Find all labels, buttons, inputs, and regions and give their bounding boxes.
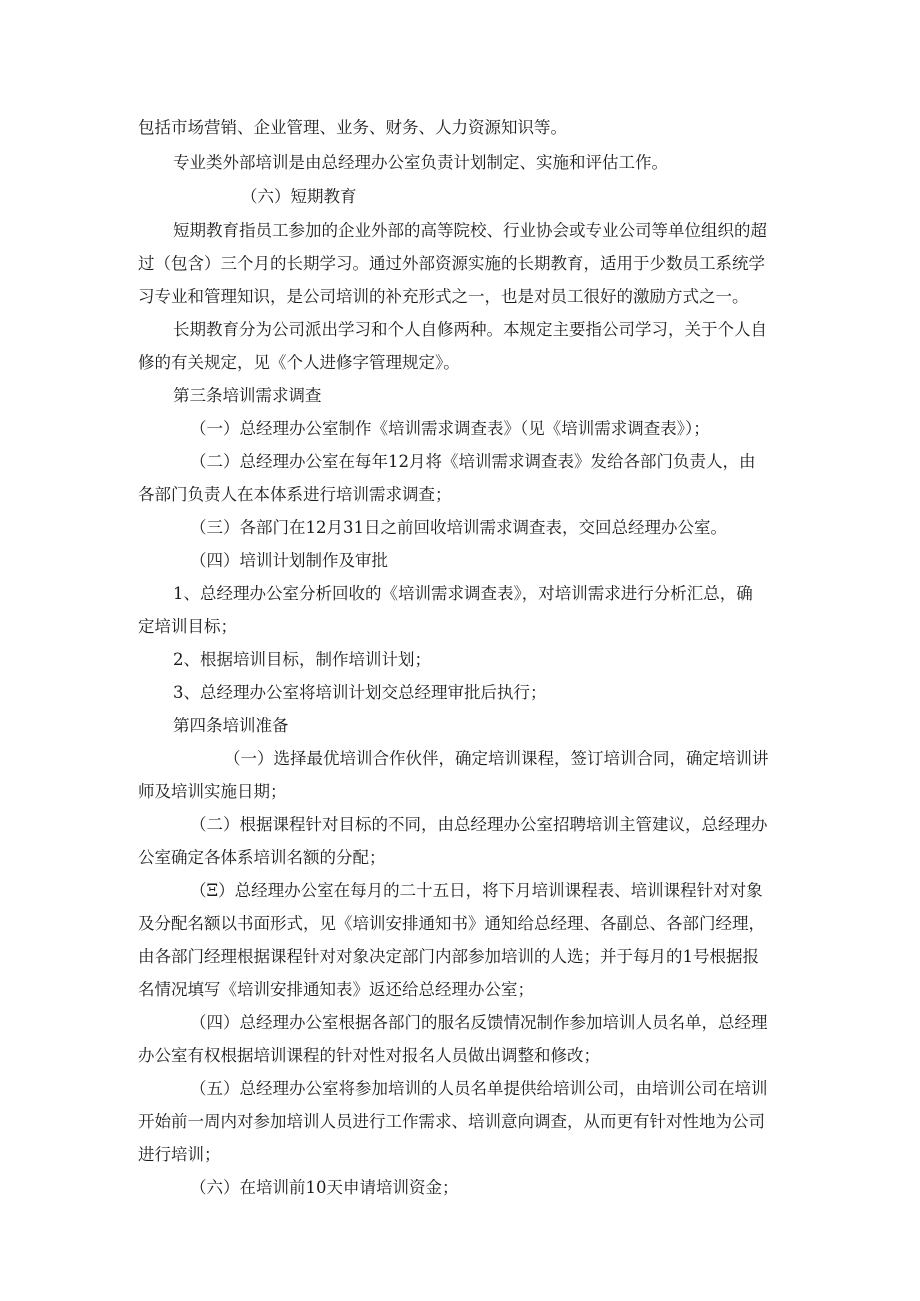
- text-line: 过（包含）三个月的长期学习。通过外部资源实施的长期教育，适用于少数员工系统学: [138, 254, 765, 273]
- article-heading: 第四条培训准备: [173, 716, 289, 735]
- text-line: （一）总经理办公室制作《培训需求调查表》（见《培训需求调查表》）；: [190, 419, 710, 438]
- text-line: 办公室有权根据培训课程的针对性对报名人员做出调整和修改；: [138, 1046, 600, 1065]
- text-line: 及分配名额以书面形式，见《培训安排通知书》通知给总经理、各副总、各部门经理，: [138, 914, 765, 933]
- text-line: 名情况填写《培训安排通知表》返还给总经理办公室；: [138, 980, 534, 999]
- text-line: 师及培训实施日期；: [138, 782, 287, 801]
- text-line: 由各部门经理根据课程针对对象决定部门内部参加培训的人选；并于每月的1号根据报: [138, 947, 759, 966]
- text-line: 进行培训；: [138, 1145, 221, 1164]
- text-line: （二）总经理办公室在每年12月将《培训需求调查表》发给各部门负责人，由: [190, 452, 756, 471]
- text-line: （四）总经理办公室根据各部门的服名反馈情况制作参加培训人员名单，总经理: [190, 1013, 768, 1032]
- text-line: 1、总经理办公室分析回收的《培训需求调查表》，对培训需求进行分析汇总，确: [173, 584, 753, 603]
- text-line: 短期教育指员工参加的企业外部的高等院校、行业协会或专业公司等单位组织的超: [173, 221, 767, 240]
- text-line: （六）在培训前10天申请培训资金；: [190, 1178, 459, 1197]
- section-heading: （六）短期教育: [241, 187, 357, 206]
- text-line: （三）各部门在12月31日之前回收培训需求调查表，交回总经理办公室。: [190, 518, 727, 537]
- text-line: （一）选择最优培训合作伙伴，确定培训课程，签订培训合同，确定培训讲: [224, 749, 769, 768]
- text-line: （二）根据课程针对目标的不同，由总经理办公室招聘培训主管建议，总经理办: [190, 815, 768, 834]
- text-line: 2、根据培训目标，制作培训计划；: [173, 650, 431, 669]
- article-heading: 第三条培训需求调查: [173, 386, 322, 405]
- text-line: 开始前一周内对参加培训人员进行工作需求、培训意向调查，从而更有针对性地为公司: [138, 1112, 765, 1131]
- text-line: 习专业和管理知识，是公司培训的补充形式之一，也是对员工很好的激励方式之一。: [138, 287, 749, 306]
- text-line: 专业类外部培训是由总经理办公室负责计划制定、实施和评估工作。: [173, 153, 668, 172]
- text-line: 公室确定各体系培训名额的分配；: [138, 848, 386, 867]
- text-line: 长期教育分为公司派出学习和个人自修两种。本规定主要指公司学习，关于个人自: [173, 320, 767, 339]
- text-line: （Ξ）总经理办公室在每月的二十五日，将下月培训课程表、培训课程针对对象: [190, 881, 763, 900]
- text-line: （四）培训计划制作及审批: [190, 551, 388, 570]
- text-line: 包括市场营销、企业管理、业务、财务、人力资源知识等。: [138, 118, 567, 137]
- text-line: 各部门负责人在本体系进行培训需求调查；: [138, 485, 452, 504]
- text-line: 定培训目标；: [138, 617, 237, 636]
- text-line: 3、总经理办公室将培训计划交总经理审批后执行；: [173, 683, 547, 702]
- text-line: （五）总经理办公室将参加培训的人员名单提供给培训公司，由培训公司在培训: [190, 1079, 768, 1098]
- text-line: 修的有关规定，见《个人进修字管理规定》。: [138, 353, 460, 372]
